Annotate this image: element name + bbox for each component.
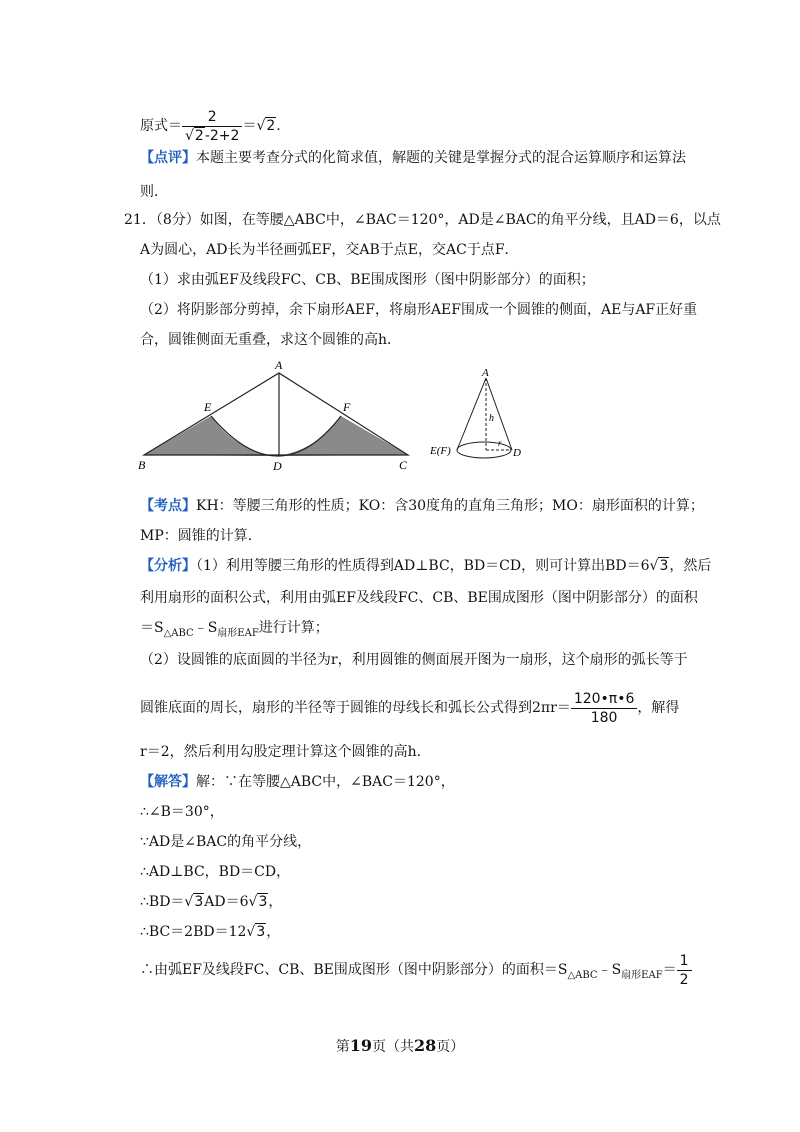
jieda-line5: [140, 892, 282, 912]
sqrt-symbol: √2: [185, 127, 204, 144]
jieda-text2: ∴∠B＝30°，: [140, 804, 224, 820]
footer-mid: 页（共: [372, 1039, 414, 1055]
jieda-sub2: 扇形EAF: [621, 969, 663, 981]
label-a: A: [275, 358, 283, 372]
problem-line2: [140, 240, 519, 260]
result-sqrt: √2: [256, 118, 276, 134]
cone-label-d: D: [513, 447, 521, 459]
jieda-text5b: AD＝6: [204, 894, 249, 910]
fenxi-sqrt: √3: [649, 558, 669, 574]
comment-text: 本题主要考查分式的化简求值，解题的关键是掌握分式的混合运算顺序和运算法: [196, 150, 686, 166]
arc-length-fraction: [571, 690, 638, 727]
jieda-radicand3: 3: [256, 924, 266, 940]
jieda-text7c: ＝: [662, 962, 677, 978]
comment-tag: 【点评】: [140, 150, 196, 166]
period: .: [276, 118, 281, 134]
jieda-text3: ∵AD是∠BAC的角平分线，: [140, 834, 312, 850]
label-d: D: [273, 459, 282, 473]
cone-slant-left: [457, 378, 486, 450]
fenxi-text1b: ，然后: [669, 558, 712, 574]
fenxi-text2: 利用扇形的面积公式，利用由弧EF及线段FC、CB、BE围成图形（图中阴影部分）的面积: [140, 590, 698, 606]
fenxi-text3b: ﹣S: [193, 620, 218, 636]
jieda-sqrt2: √3: [248, 894, 268, 910]
question-2b-text: 合，圆锥侧面无重叠，求这个圆锥的高h．: [140, 332, 402, 348]
fenxi-text1: （1）利用等腰三角形的性质得到AD⊥BC，BD＝CD，则可计算出BD＝6: [196, 558, 650, 574]
frac-num: 2: [182, 108, 242, 127]
fenxi-text3a: ＝S: [140, 620, 164, 636]
label-f: F: [343, 400, 351, 414]
equals: ＝: [242, 118, 257, 134]
page-footer: [0, 1036, 800, 1056]
jieda-line7: [140, 950, 692, 996]
cone-label-r: r: [498, 438, 502, 448]
fenxi-text5b: ，解得: [637, 700, 680, 716]
fenxi-text5: 圆锥底面的周长，扇形的半径等于圆锥的母线长和弧长公式得到2πr＝: [140, 700, 571, 716]
arc-frac-den: 180: [590, 709, 618, 726]
result-radicand: 2: [266, 118, 276, 134]
jieda-radicand2: 3: [258, 894, 268, 910]
fenxi-sub3b: 扇形EAF: [217, 627, 259, 639]
jieda-line4: [140, 862, 290, 882]
fenxi-tag: 【分析】: [140, 558, 196, 574]
fenxi-line4: [140, 650, 688, 670]
shaded-region-left: [144, 416, 276, 456]
question-2b: [140, 330, 401, 350]
fenxi-text4: （2）设圆锥的底面圆的半径为r，利用圆锥的侧面展开图为一扇形，这个扇形的弧长等于: [140, 652, 688, 668]
comment-text2: 则．: [140, 184, 168, 200]
jieda-text1: 解：∵在等腰△ABC中，∠BAC＝120°，: [196, 774, 455, 790]
sqrt-radicand: 2: [194, 127, 204, 144]
cone-label-h: h: [489, 413, 494, 424]
comment-line1: [140, 148, 686, 168]
fraction: [182, 108, 242, 145]
jieda-text5a: ∴BD＝: [140, 894, 185, 910]
label-b: B: [138, 458, 146, 472]
jieda-sqrt1: √3: [184, 894, 204, 910]
arc-frac-num: 120•π•6: [571, 690, 638, 709]
jieda-text5c: ，: [268, 894, 283, 910]
page-number: 19: [349, 1036, 372, 1055]
jieda-line2: [140, 802, 224, 822]
expr-prefix: 原式＝: [140, 118, 182, 134]
jieda-sqrt3: √3: [246, 924, 266, 940]
jieda-line1: [140, 772, 455, 792]
jieda-line3: [140, 832, 311, 852]
half-den: 2: [679, 971, 689, 988]
kaodian-line2: [140, 526, 262, 546]
fenxi-sub3a: △ABC: [163, 627, 194, 639]
label-e: E: [204, 400, 212, 414]
jieda-text6b: ，: [266, 924, 281, 940]
jieda-tag: 【解答】: [140, 774, 196, 790]
question-2a: [140, 300, 697, 320]
fenxi-text3c: 进行计算；: [258, 620, 329, 636]
problem-line1: [124, 210, 721, 230]
label-c: C: [399, 458, 408, 472]
jieda-radicand1: 3: [194, 894, 204, 910]
cone-label-a: A: [482, 367, 489, 379]
fenxi-line1: [140, 556, 711, 576]
problem-text1: 21．（8分）如图，在等腰△ABC中，∠BAC＝120°，AD是∠BAC的角平分线，且AD＝6，以点: [124, 212, 721, 228]
question-2-text: （2）将阴影部分剪掉，余下扇形AEF，将扇形AEF围成一个圆锥的侧面，AE与AF正好重: [140, 302, 698, 318]
comment-line2: [140, 182, 168, 202]
fenxi-radicand: 3: [659, 558, 669, 574]
question-1-text: （1）求由弧EF及线段FC、CB、BE围成图形（图中阴影部分）的面积；: [140, 272, 595, 288]
half-fraction: [677, 952, 692, 989]
fenxi-line2: [140, 588, 698, 608]
fenxi-line3: [140, 618, 329, 644]
frac-den: [182, 127, 242, 145]
cone-figure: [430, 366, 530, 464]
jieda-sub1: △ABC: [567, 969, 598, 981]
kaodian-text2: MP：圆锥的计算．: [140, 528, 262, 544]
problem-text2: A为圆心，AD长为半径画弧EF，交AB于点E，交AC于点F．: [140, 242, 519, 258]
fenxi-text6: r＝2，然后利用勾股定理计算这个圆锥的高h．: [140, 744, 431, 760]
jieda-text4: ∴AD⊥BC，BD＝CD，: [140, 864, 291, 880]
half-num: 1: [677, 952, 692, 971]
jieda-text7b: ﹣S: [597, 962, 622, 978]
jieda-text6a: ∴BC＝2BD＝12: [140, 924, 247, 940]
fenxi-line5: [140, 688, 679, 728]
kaodian-line1: [140, 496, 704, 516]
kaodian-tag: 【考点】: [140, 498, 196, 514]
shaded-region-right: [276, 416, 408, 456]
jieda-line6: [140, 922, 280, 942]
question-1: [140, 270, 595, 290]
footer-pre: 第: [335, 1039, 350, 1055]
fenxi-line6: [140, 742, 431, 762]
triangle-figure: [136, 356, 416, 474]
kaodian-text: KH：等腰三角形的性质；KO：含30度角的直角三角形；MO：扇形面积的计算；: [196, 498, 704, 514]
footer-post: 页）: [436, 1039, 465, 1055]
jieda-text7a: ∴由弧EF及线段FC、CB、BE围成图形（图中阴影部分）的面积＝S: [140, 962, 568, 978]
total-pages: 28: [414, 1036, 437, 1055]
frac-den-rest: -2+2: [204, 127, 240, 144]
cone-label-ef: E(F): [430, 445, 451, 457]
original-expression: [140, 106, 281, 146]
